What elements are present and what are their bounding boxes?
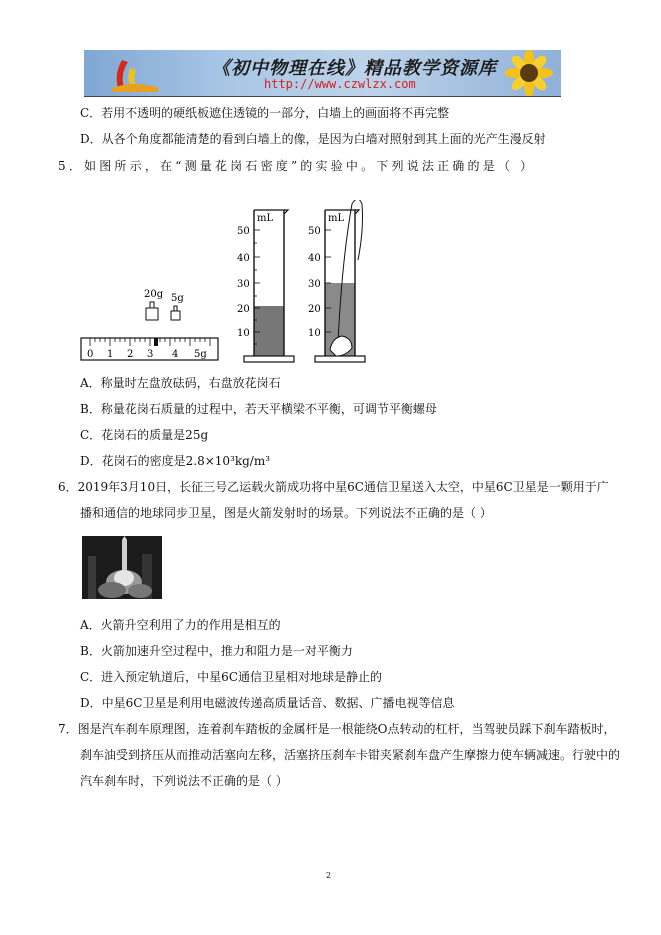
weight-20g-icon: [146, 302, 158, 320]
cylinder2-unit: mL: [328, 213, 345, 224]
logo-icon: [104, 54, 164, 94]
q7-stem-line2: 刹车油受到挤压从而推动活塞向左移，活塞挤压刹车卡钳夹紧刹车盘产生摩擦力使车辆减速。行驶中的: [80, 748, 621, 762]
cyl1-tick-10: 10: [237, 328, 250, 339]
cyl2-tick-20: 20: [308, 304, 321, 315]
cyl1-tick-40: 40: [237, 253, 250, 264]
ruler-tick-5: 5g: [194, 349, 207, 360]
cyl1-tick-20: 20: [237, 304, 250, 315]
page-number: 2: [326, 871, 332, 880]
weight-5g-label: 5g: [171, 293, 184, 304]
q4-option-c: C．若用不透明的硬纸板遮住透镜的一部分，白墙上的画面将不再完整: [80, 106, 450, 120]
q5-stem: 5．如图所示，在“测量花岗石密度”的实验中。下列说法正确的是（ ）: [58, 159, 536, 173]
q6-stem-line1: 6．2019年3月10日，长征三号乙运载火箭成功将中星6C通信卫星送入太空，中星6C卫星是一颗用于广: [58, 480, 609, 494]
ruler-tick-2: 2: [127, 349, 134, 360]
weight-5g-icon: [171, 306, 180, 320]
rocket-launch-icon: [82, 536, 162, 599]
q6-option-c: C．进入预定轨道后，中星6C通信卫星相对地球是静止的: [80, 670, 383, 684]
q6-stem-line2: 播和通信的地球同步卫星，图是火箭发射时的场景。下列说法不正确的是（ ）: [80, 506, 492, 520]
q5-option-a: A．称量时左盘放砝码，右盘放花岗石: [80, 376, 281, 390]
header-title: 《初中物理在线》精品教学资源库: [212, 58, 497, 79]
q6-option-b: B．火箭加速升空过程中，推力和阻力是一对平衡力: [80, 644, 353, 658]
header-url[interactable]: http://www.czwlzx.com: [264, 77, 416, 91]
sunflower-icon: [479, 50, 559, 96]
weight-20g-label: 20g: [144, 289, 164, 300]
cyl2-tick-30: 30: [308, 279, 321, 290]
cyl2-tick-10: 10: [308, 328, 321, 339]
cyl2-tick-50: 50: [308, 226, 321, 237]
density-experiment-figure: [80, 200, 380, 366]
ruler-tick-0: 0: [87, 349, 94, 360]
cylinder1-unit: mL: [257, 213, 274, 224]
balance-scale-ruler: [81, 338, 218, 360]
q6-option-d: D．中星6C卫星是利用电磁波传递高质量话音、数据、广播电视等信息: [80, 696, 455, 710]
rider-marker: [154, 338, 158, 346]
measuring-cylinder-2: [308, 200, 365, 362]
q7-stem-line3: 汽车刹车时，下列说法不正确的是（ ）: [80, 774, 288, 788]
q4-option-d: D．从各个角度都能清楚的看到白墙上的像，是因为白墙对照射到其上面的光产生漫反射: [80, 132, 546, 146]
q6-option-a: A．火箭升空利用了力的作用是相互的: [80, 618, 281, 632]
rocket-launch-photo: [82, 536, 162, 599]
cyl2-tick-40: 40: [308, 253, 321, 264]
q5-option-c: C．花岗石的质量是25g: [80, 428, 209, 442]
cyl1-tick-30: 30: [237, 279, 250, 290]
header-banner: [84, 50, 561, 96]
header-rule: [84, 96, 561, 97]
ruler-tick-4: 4: [172, 349, 179, 360]
q7-stem-line1: 7．图是汽车刹车原理图，连着刹车踏板的金属杆是一根能绕O点转动的杠杆，当驾驶员踩下刹车踏板时，: [58, 722, 616, 736]
cyl1-tick-50: 50: [237, 226, 250, 237]
q5-option-b: B．称量花岗石质量的过程中，若天平横梁不平衡，可调节平衡螺母: [80, 402, 437, 416]
ruler-tick-1: 1: [107, 349, 114, 360]
ruler-tick-3: 3: [147, 349, 154, 360]
q5-option-d: D．花岗石的密度是2.8×10³kg/m³: [80, 454, 271, 468]
measuring-cylinder-1: [237, 210, 294, 362]
